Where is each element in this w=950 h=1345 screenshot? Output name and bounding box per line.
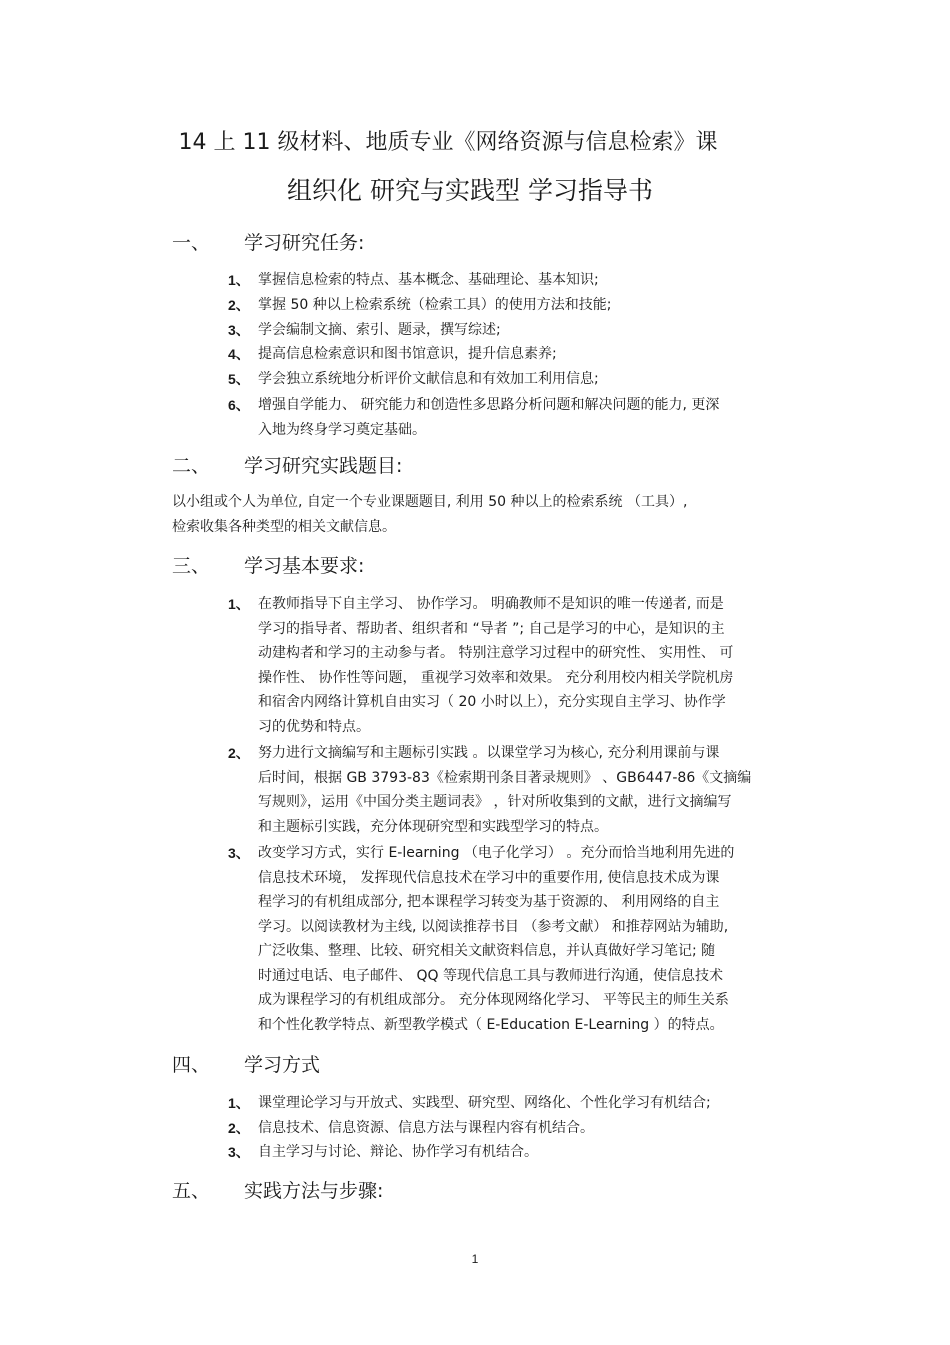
- section-number: 四、: [172, 1054, 211, 1076]
- section-title: 学习方式: [244, 1054, 321, 1076]
- list-item: 3、 改变学习方式，实行 E-learning （电子化学习） 。充分而恰当地利用先进的 信息技术环境， 发挥现代信息技术在学习中的重要作用, 使信息技术成为课 程学习的有机组成部分, 把本课程学习转变为基于资源的、 利用网络的自主 学习。以阅读教材为主线, 以阅读推荐书目 （参考文献） 和推荐网站为辅助, 广泛收集、整理、比较、研究相关文献资料信息，并认真做好学习笔记; 随 时通过电话、电子邮件、 QQ 等现代信息工具与教师进行沟通，使信息技术 成为课程学习的有机组成部分。 充分体现网络化学习、 平等民主的师生关系 和个性化教学特点、新型教学模式（ E-Education E-Learning ）的特点。: [228, 845, 735, 1033]
- list-item: 2、 信息技术、信息资源、信息方法与课程内容有机结合。: [228, 1120, 594, 1136]
- section-heading-1: [172, 230, 364, 256]
- guide-title: 组织化 研究与实践型 学习指导书: [287, 176, 653, 205]
- list-item: 5、 学会独立系统地分析评价文献信息和有效加工利用信息;: [228, 371, 599, 387]
- section-number: 三、: [172, 555, 211, 577]
- section-title: 学习研究任务:: [244, 232, 365, 254]
- section-heading-3: [172, 553, 364, 579]
- list-item: 4、 提高信息检索意识和图书馆意识，提升信息素养;: [228, 346, 557, 362]
- section-heading-2: [172, 453, 402, 479]
- page-number: 1: [471, 1252, 479, 1266]
- course-title: 14 上 11 级材料、地质专业《网络资源与信息检索》课: [178, 130, 718, 155]
- section-heading-4: [172, 1052, 320, 1078]
- list-item: 1、 掌握信息检索的特点、基本概念、基础理论、基本知识;: [228, 272, 599, 288]
- list-item: 1、 课堂理论学习与开放式、实践型、研究型、网络化、个性化学习有机结合;: [228, 1095, 711, 1111]
- section-paragraph: 以小组或个人为单位, 自定一个专业课题题目, 利用 50 种以上的检索系统 （工具）, 检索收集各种类型的相关文献信息。: [172, 494, 688, 535]
- list-item: 3、 自主学习与讨论、辩论、协作学习有机结合。: [228, 1144, 538, 1160]
- section-title: 学习基本要求:: [244, 555, 365, 577]
- section-title: 学习研究实践题目:: [244, 455, 403, 477]
- section-number: 五、: [172, 1180, 211, 1202]
- section-heading-5: [172, 1178, 383, 1204]
- list-item: 1、 在教师指导下自主学习、 协作学习。 明确教师不是知识的唯一传递者, 而是 学习的指导者、帮助者、组织者和 “导者 ”; 自己是学习的中心，是知识的主 动建构者和学习的主动参与者。 特别注意学习过程中的研究性、 实用性、 可 操作性、 协作性等问题， 重视学习效率和效果。 充分利用校内相关学院机房 和宿舍内网络计算机自由实习（ 20 小时以上），充分实现自主学习、协作学 习的优势和特点。: [228, 596, 734, 735]
- section-title: 实践方法与步骤:: [244, 1180, 384, 1202]
- section-number: 一、: [172, 232, 211, 254]
- list-item: 6、 增强自学能力、 研究能力和创造性多思路分析问题和解决问题的能力, 更深 入地为终身学习奠定基础。: [228, 397, 720, 438]
- list-item: 2、 努力进行文摘编写和主题标引实践 。以课堂学习为核心, 充分利用课前与课 后时间，根据 GB 3793-83《检索期刊条目著录规则》 、GB6447-86《文摘编 写规则》，运用《中国分类主题词表》 ，针对所收集到的文献，进行文摘编写 和主题标引实践，充分体现研究型和实践型学习的特点。: [228, 745, 752, 835]
- list-item: 3、 学会编制文摘、索引、题录，撰写综述;: [228, 322, 501, 338]
- section-number: 二、: [172, 455, 211, 477]
- list-item: 2、 掌握 50 种以上检索系统（检索工具）的使用方法和技能;: [228, 297, 612, 313]
